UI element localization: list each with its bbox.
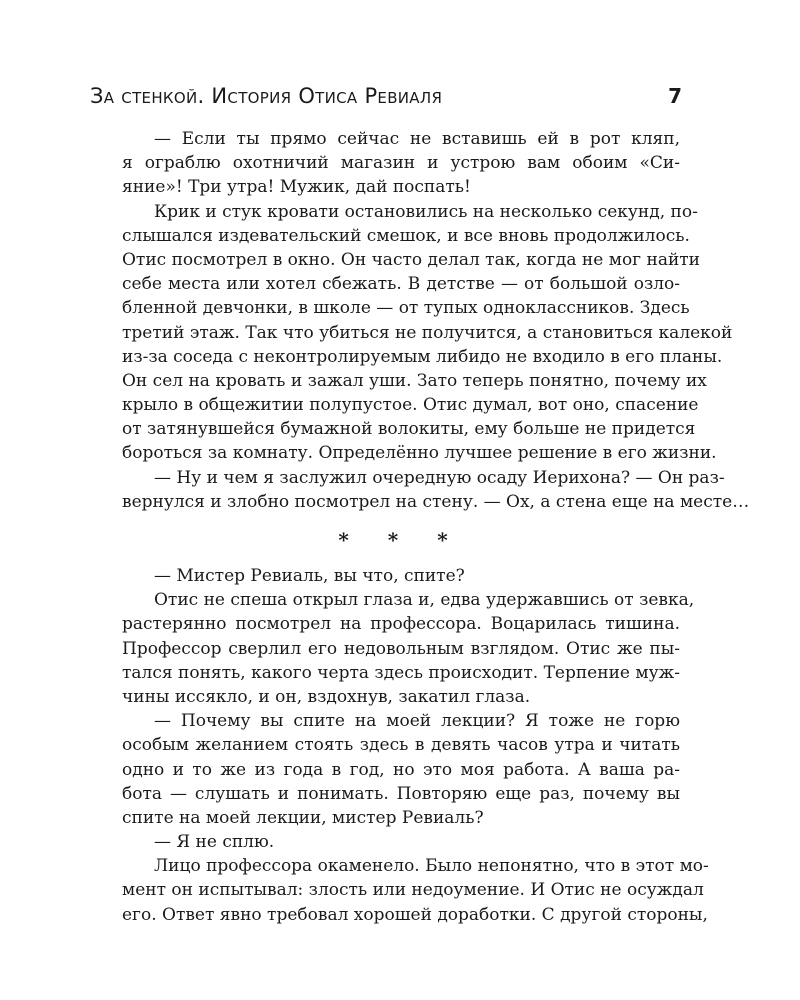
- section-2-text: [122, 564, 709, 927]
- running-title: За стенкой. История Отиса Ревиаля: [90, 84, 443, 108]
- text-line: особым желанием стоять здесь в девять часов утра и читать: [122, 735, 680, 756]
- text-line: слышался издевательский смешок, и все вновь продолжилось.: [122, 225, 690, 246]
- text-line: — Мистер Ревиаль, вы что, спите?: [154, 566, 465, 586]
- text-line: яние»! Три утра! Мужик, дай поспать!: [122, 177, 471, 198]
- text-line: третий этаж. Так что убиться не получится, а становиться калекой: [122, 322, 733, 343]
- text-line: — Если ты прямо сейчас не вставишь ей в рот кляп,: [154, 129, 680, 149]
- section-separator: * * *: [338, 528, 464, 552]
- text-line: мент он испытывал: злость или недоумение. И Отис не осуждал: [122, 880, 704, 901]
- text-line: Профессор сверлил его недовольным взглядом. Отис же пы-: [122, 638, 680, 659]
- text-line: крыло в общежитии полупустое. Отис думал, вот оно, спасение: [122, 395, 699, 416]
- text-line: бленной девчонки, в школе — от тупых одноклассников. Здесь: [122, 298, 690, 319]
- text-line: одно и то же из года в год, но это моя работа. А ваша ра-: [122, 759, 680, 780]
- text-line: его. Ответ явно требовал хорошей доработки. С другой стороны,: [122, 904, 708, 925]
- text-line: чины иссякло, и он, вздохнув, закатил глаза.: [122, 686, 531, 707]
- text-line: растерянно посмотрел на профессора. Воцарилась тишина.: [122, 614, 680, 635]
- text-line: себе места или хотел сбежать. В детстве — от большой озло-: [122, 274, 680, 295]
- text-line: от затянувшейся бумажной волокиты, ему больше не придется: [122, 419, 696, 440]
- text-line: спите на моей лекции, мистер Ревиаль?: [122, 807, 484, 828]
- text-line: тался понять, какого черта здесь происходит. Терпение муж-: [122, 662, 680, 683]
- text-line: Лицо профессора окаменело. Было непонятно, что в этот мо-: [154, 856, 709, 877]
- page-number: 7: [668, 84, 682, 108]
- text-line: Отис не спеша открыл глаза и, едва удержавшись от зевка,: [154, 590, 695, 611]
- section-1-text: [122, 127, 750, 514]
- text-line: Он сел на кровать и зажал уши. Зато теперь понятно, почему их: [122, 370, 707, 391]
- text-line: — Почему вы спите на моей лекции? Я тоже не горю: [154, 711, 680, 732]
- text-line: — Я не сплю.: [154, 832, 275, 853]
- text-line: — Ну и чем я заслужил очередную осаду Иерихона? — Он раз-: [154, 467, 725, 488]
- text-line: Отис посмотрел в окно. Он часто делал так, когда не мог найти: [122, 249, 701, 270]
- text-line: Крик и стук кровати остановились на несколько секунд, по-: [154, 201, 698, 222]
- text-line: из-за соседа с неконтролируемым либидо не входило в его планы.: [122, 346, 723, 367]
- text-line: бота — слушать и понимать. Повторяю еще раз, почему вы: [122, 783, 680, 804]
- text-line: вернулся и злобно посмотрел на стену. — Ох, а стена еще на месте…: [122, 491, 750, 512]
- running-header: [90, 84, 682, 114]
- text-line: бороться за комнату. Определённо лучшее решение в его жизни.: [122, 443, 717, 464]
- text-line: я ограблю охотничий магазин и устрою вам обоим «Си-: [122, 153, 680, 174]
